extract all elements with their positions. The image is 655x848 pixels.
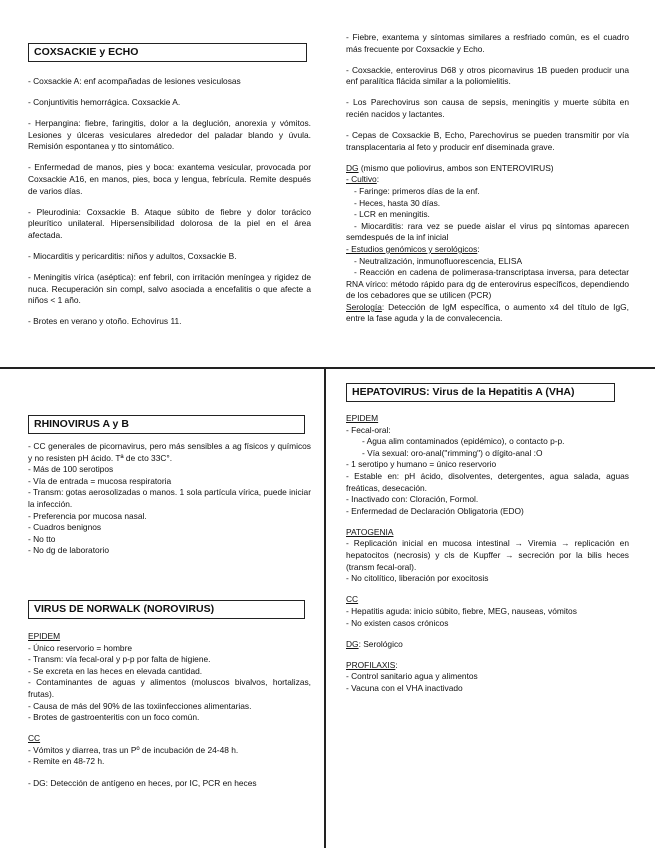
estudios-line <box>346 244 629 256</box>
manos-pies-boca: - Enfermedad de manos, pies y boca: exantema vesicular, provocada por Coxsackie A16, en manos, pies, boca y lengua, febrícula. Remite después de varios días. <box>28 162 311 196</box>
hepa-epidem-label: EPIDEM <box>346 413 379 423</box>
norwalk-epidem-label: EPIDEM <box>28 631 61 641</box>
estudios-label: - Estudios genómicos y serológicos <box>346 243 478 254</box>
cultivo-label: - Cultivo <box>346 174 377 185</box>
parechovirus: - Los Parechovirus son causa de sepsis, meningitis y muerte súbita en recién nacidos y lactantes. <box>346 97 629 119</box>
hepatovirus-section <box>346 382 629 694</box>
hepa-cc-line: - Hepatitis aguda: inicio súbito, fiebre, MEG, nauseas, vómitos <box>346 605 577 616</box>
norwalk-epidem-line: - Contaminantes de aguas y alimentos (moluscos bivalvos, hortalizas, frutas). <box>28 677 311 699</box>
hepa-dg-text: : Serológico <box>358 638 403 649</box>
rhino-line: - CC generales de picornavirus, pero más sensibles a ag físicos y químicos y no resisten pH ácido. Tª de cto 33C°. <box>28 441 311 463</box>
estudios-item: - Neutralización, inmunofluorescencia, ELISA <box>354 255 523 266</box>
rhino-line: - No dg de laboratorio <box>28 545 110 556</box>
hepa-fecal-item: - Agua alim contaminados (epidémico), o contacto p-p. <box>362 436 565 447</box>
rhino-line: - Transm: gotas aerosolizadas o manos. 1 sola partícula vírica, puede iniciar la infección. <box>28 487 311 509</box>
hepa-patogenia-line: - Replicación inicial en mucosa intestinal → Viremia → replicación en hepatocitos (necrosis) y cls de Kupffer → secreción por la bilis heces (transm fecal-oral). <box>346 538 629 572</box>
cultivo-item: - Heces, hasta 30 días. <box>354 197 441 208</box>
norwalk-epidem-line: - Único reservorio = hombre <box>28 642 133 653</box>
norwalk-dg: - DG: Detección de antígeno en heces, por IC, PCR en heces <box>28 777 257 788</box>
estudios-item: - Reacción en cadena de polimerasa-transcriptasa inversa, para detectar RNA vírico: método rápido para dg de enterovirus específicos, dependiendo de los cebadores que se utilicen (PCR) <box>346 267 629 301</box>
norwalk-section <box>28 599 311 789</box>
norwalk-cc-label: CC <box>28 733 41 744</box>
brotes: - Brotes en verano y otoño. Echovirus 11. <box>28 316 182 327</box>
rhino-line: - Cuadros benignos <box>28 522 102 533</box>
hepa-dg-line <box>346 639 629 651</box>
fiebre-exantema: - Fiebre, exantema y síntomas similares a resfriado común, es el cuadro más frecuente por Coxsackie y Echo. <box>346 32 629 54</box>
hepa-cc-line: - No existen casos crónicos <box>346 617 449 628</box>
norwalk-title: VIRUS DE NORWALK (NOROVIRUS) <box>28 600 305 619</box>
norwalk-epidem-line: - Causa de más del 90% de las toxiinfecciones alimentarias. <box>28 700 252 711</box>
hepa-epidem-line: - Enfermedad de Declaración Obligatoria (EDO) <box>346 505 524 516</box>
coxsackie-continuation <box>346 32 629 325</box>
meningitis: - Meningitis vírica (aséptica): enf febril, con irritación meníngea y rigidez de nuca. Recuperación sin compl, salvo asociada a encefalitis o que afecte a niños < 1 año. <box>28 272 311 306</box>
cultivo-item: - LCR en meningitis. <box>354 209 430 220</box>
rhinovirus-title: RHINOVIRUS A y B <box>28 415 305 434</box>
cultivo-colon: : <box>376 174 380 185</box>
estudios-colon: : <box>477 243 480 254</box>
rhinovirus-section <box>28 414 311 557</box>
coxsackie-title: COXSACKIE y ECHO <box>28 43 307 62</box>
miocarditis: - Miocarditis y pericarditis: niños y adultos, Coxsackie B. <box>28 251 237 262</box>
serologia-label: Serología <box>346 301 382 312</box>
norwalk-epidem-line: - Brotes de gastroenteritis con un foco común. <box>28 712 200 723</box>
transplacentaria: - Cepas de Coxsackie B, Echo, Parechovirus se pueden transmitir por vía transplacentaria al feto y producir enf diseminada grave. <box>346 130 629 152</box>
pleurodinia: - Pleurodinia: Coxsackie B. Ataque súbito de fiebre y dolor torácico pleurítico unilateral. Hipersensibilidad dolorosa de la piel en el área afectada. <box>28 206 311 240</box>
dg-text: (mismo que poliovirus, ambos son ENTEROVIRUS) <box>358 162 554 173</box>
hepa-dg-label: DG <box>346 638 359 649</box>
hepa-fecal-item: - Vía sexual: oro-anal("rimming") o dígito-anal :O <box>362 447 543 458</box>
hepa-profilaxis-item: - Vacuna con el VHA inactivado <box>346 682 463 693</box>
dg-line <box>346 163 629 175</box>
horizontal-divider <box>0 367 655 369</box>
rhino-line: - Vía de entrada = mucosa respiratoria <box>28 475 172 486</box>
hepa-epidem-line: - 1 serotipo y humano = único reservorio <box>346 459 497 470</box>
hepa-patogenia-label: PATOGENIA <box>346 526 394 537</box>
hepa-cc-label: CC <box>346 594 359 605</box>
hepa-profilaxis-item: - Control sanitario agua y alimentos <box>346 671 478 682</box>
rhino-line: - No tto <box>28 533 56 544</box>
hepa-epidem-line: - Inactivado con: Cloración, Formol. <box>346 494 479 505</box>
hepa-profilaxis-label: PROFILAXIS <box>346 659 396 670</box>
enf-paralitica: - Coxsackie, enterovirus D68 y otros picornavirus 1B pueden producir una enf paralítica flácida similar a la poliomielitis. <box>346 64 629 87</box>
coxsackie-a: - Coxsackie A: enf acompañadas de lesiones vesiculosas <box>28 76 241 86</box>
conjuntivitis: - Conjuntivitis hemorrágica. Coxsackie A. <box>28 97 181 108</box>
norwalk-cc-line: - Vómitos y diarrea, tras un Pº de incubación de 24-48 h. <box>28 744 239 755</box>
norwalk-cc-line: - Remite en 48-72 h. <box>28 756 105 767</box>
hepa-profilaxis-line <box>346 660 629 672</box>
cultivo-item: - Faringe: primeros días de la enf. <box>354 185 480 196</box>
hepa-epidem-line: - Estable en: pH ácido, disolventes, detergentes, agua salada, aguas freáticas, desecación. <box>346 470 629 493</box>
norwalk-epidem-line: - Transm: vía fecal-oral y p-p por falta de higiene. <box>28 654 211 665</box>
hepa-fecal: - Fecal-oral: <box>346 424 391 435</box>
cultivo-line <box>346 174 629 186</box>
hepatovirus-title: HEPATOVIRUS: Virus de la Hepatitis A (VHA) <box>346 383 615 402</box>
rhino-line: - Más de 100 serotipos <box>28 464 114 475</box>
herpangina: - Herpangina: fiebre, faringitis, dolor a la deglución, anorexia y vómitos. Lesiones y úlceras vesiculares alrededor del paladar blando y úvula. Remisión espontanea y tto sintomático. <box>28 118 311 152</box>
hepa-profilaxis-colon: : <box>395 659 398 670</box>
norwalk-epidem-line: - Se excreta en las heces en elevada cantidad. <box>28 665 203 676</box>
miocarditis-aislar: - Miocarditis: rara vez se puede aislar el virus pq síntomas aparecen semdespués de la inf inicial <box>346 220 629 243</box>
serologia-line <box>346 302 629 325</box>
hepa-patogenia-line: - No citolítico, liberación por exocitosis <box>346 573 489 584</box>
serologia-text: : Detección de IgM específica, o aumento x4 del título de IgG, entre la fase aguda y la de convalecencia. <box>346 301 629 324</box>
rhino-line: - Preferencia por mucosa nasal. <box>28 510 147 521</box>
coxsackie-section <box>28 42 311 328</box>
vertical-divider <box>324 367 326 848</box>
dg-label: DG <box>346 162 359 173</box>
